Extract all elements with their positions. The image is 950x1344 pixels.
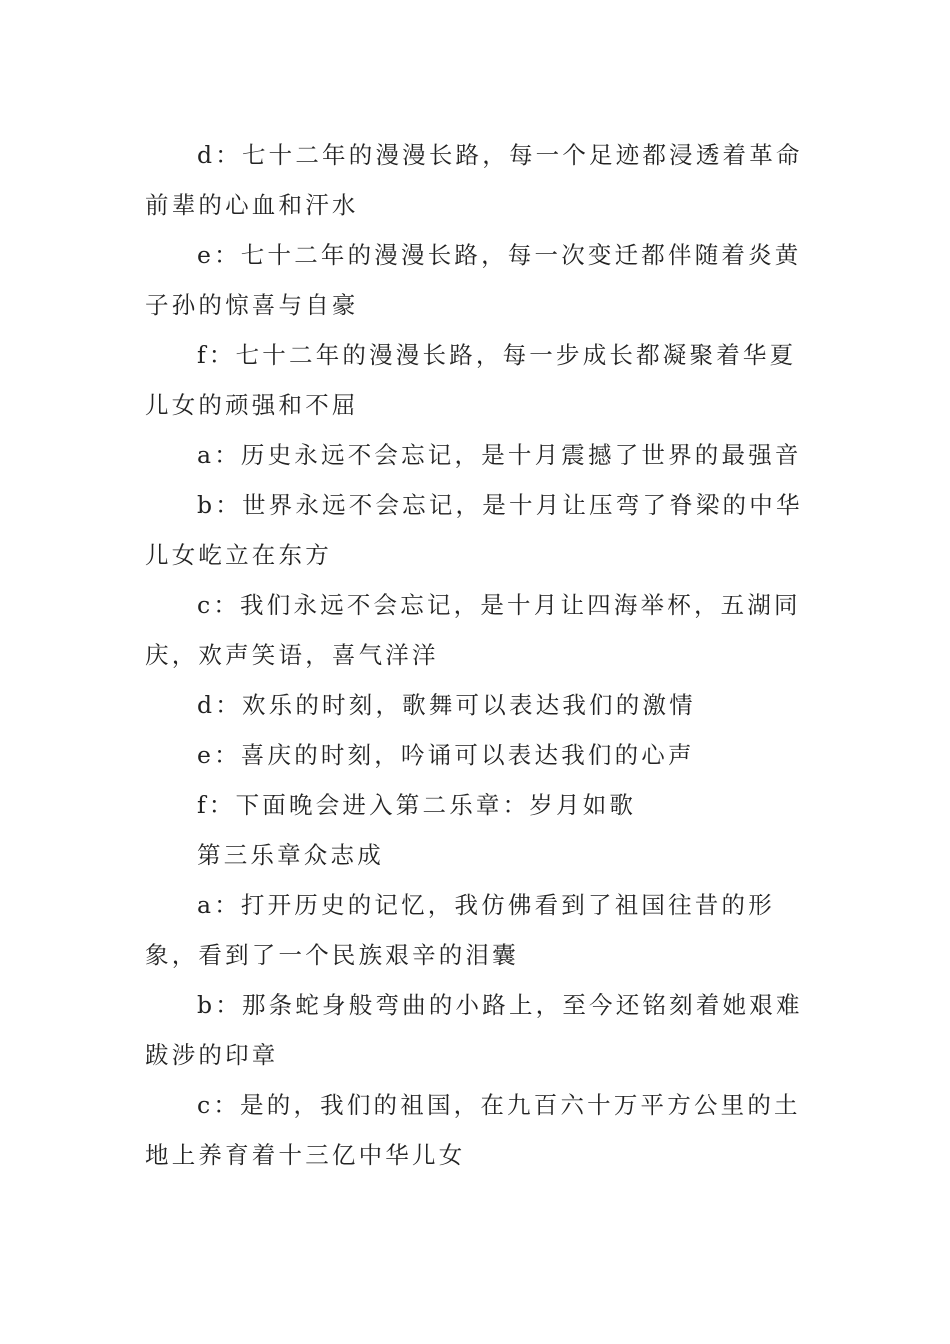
paragraph-1: d：七十二年的漫漫长路，每一个足迹都浸透着革命前辈的心血和汗水 [145,141,803,219]
paragraph-11: b：那条蛇身般弯曲的小路上，至今还铭刻着她艰难跋涉的印章 [145,991,803,1069]
paragraph-2: e：七十二年的漫漫长路，每一次变迁都伴随着炎黄子孙的惊喜与自豪 [145,241,802,319]
paragraph-5: b：世界永远不会忘记，是十月让压弯了脊梁的中华儿女屹立在东方 [145,491,803,569]
paragraph-7: d：欢乐的时刻，歌舞可以表达我们的激情 [197,691,696,719]
document-page [145,130,810,1180]
paragraph-4: a：历史永远不会忘记，是十月震撼了世界的最强音 [197,441,802,469]
paragraph-3: f：七十二年的漫漫长路，每一步成长都凝聚着华夏儿女的顽强和不屈 [145,341,797,419]
paragraph-8: e：喜庆的时刻，吟诵可以表达我们的心声 [197,741,695,769]
section-heading: 第三乐章众志成 [197,841,384,869]
paragraph-12: c：是的，我们的祖国，在九百六十万平方公里的土地上养育着十三亿中华儿女 [145,1091,801,1169]
paragraph-10: a：打开历史的记忆，我仿佛看到了祖国往昔的形象，看到了一个民族艰辛的泪囊 [145,891,775,969]
paragraph-6: c：我们永远不会忘记，是十月让四海举杯，五湖同庆，欢声笑语，喜气洋洋 [145,591,801,669]
paragraph-9: f：下面晚会进入第二乐章：岁月如歌 [197,791,637,819]
